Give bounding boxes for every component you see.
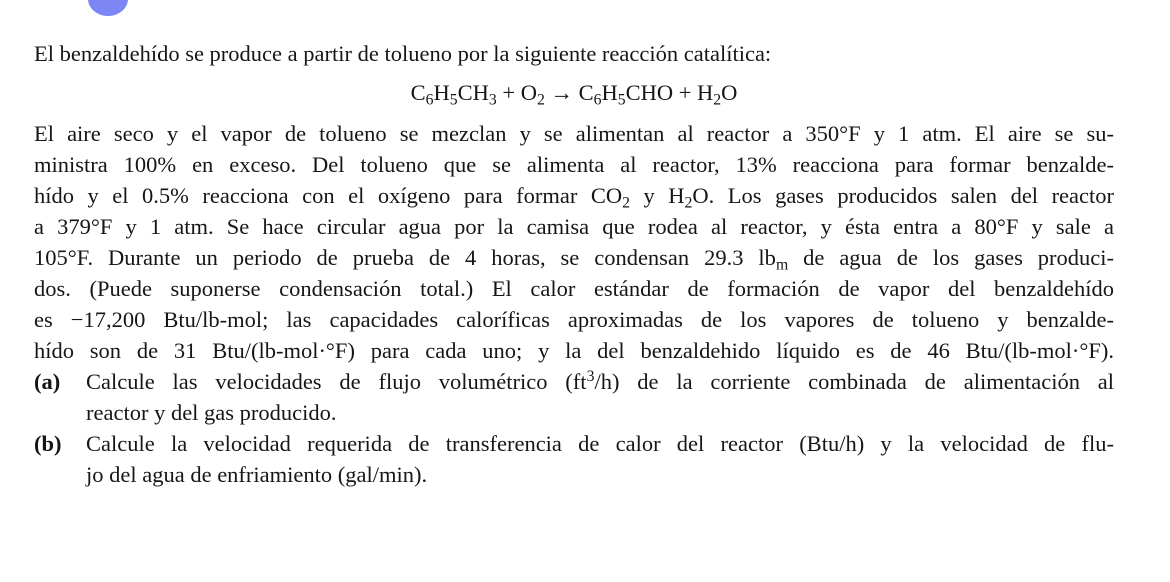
problem-paragraph — [34, 118, 1114, 366]
paragraph-line: hído y el 0.5% reacciona con el oxígeno para formar $CO_2$ y $H_2O$. Los gases producidos salen del reactor — [34, 183, 1115, 212]
question-line: reactor y del gas producido. — [86, 400, 337, 425]
plus-sign: + — [673, 80, 698, 105]
reaction-equation — [34, 77, 1114, 108]
plus-sign: + — [496, 80, 521, 105]
paragraph-line: es −17,200 Btu/lb-mol; las capacidades caloríficas aproximadas de los vapores de tolueno y benzalde- — [34, 307, 1114, 332]
intro-sentence: El benzaldehído se produce a partir de tolueno por la siguiente reacción catalítica: — [34, 41, 772, 66]
toluene-formula: $C_6H_5CH_3$ — [410, 80, 497, 109]
paragraph-line: a 379°F y 1 atm. Se hace circular agua por la camisa que rodea al reactor, y ésta entra a 80°F y sale a — [34, 214, 1114, 239]
paragraph-line: dos. (Puede suponerse condensación total.) El calor estándar de formación de vapor del benzaldehído — [34, 276, 1114, 301]
question-item-b — [34, 428, 1114, 490]
water-formula: $H_2O$ — [697, 80, 738, 109]
paragraph-line: ministra 100% en exceso. Del tolueno que se alimenta al reactor, 13% reacciona para formar benzalde- — [34, 152, 1114, 177]
question-line: jo del agua de enfriamiento (gal/min). — [86, 462, 428, 487]
reaction-arrow: → — [544, 80, 579, 105]
question-item-a — [34, 366, 1114, 428]
paragraph-line: hído son de 31 Btu/(lb-mol·°F) para cada uno; y la del benzaldehido líquido es de 46 Btu/(lb-mol·°F). — [34, 338, 1114, 363]
question-label: (b) — [34, 431, 62, 456]
benzaldehyde-formula: $C_6H_5CHO$ — [578, 80, 674, 109]
floating-action-dot[interactable] — [88, 0, 128, 16]
oxygen-formula: $O_2$ — [520, 80, 545, 109]
problem-text — [34, 38, 1114, 490]
paragraph-line: El aire seco y el vapor de tolueno se mezclan y se alimentan al reactor a 350°F y 1 atm. El aire se su- — [34, 121, 1114, 146]
question-line: Calcule las velocidades de flujo volumétrico $(ft^3/h)$ de la corriente combinada de alimentación al — [86, 368, 1115, 394]
question-line: Calcule la velocidad requerida de transferencia de calor del reactor (Btu/h) y la velocidad de flu- — [86, 431, 1114, 456]
paragraph-line: 105°F. Durante un periodo de prueba de 4 horas, se condensan 29.3 $lb_m$ de agua de los gases produci- — [34, 245, 1114, 274]
question-label: (a) — [34, 369, 61, 394]
